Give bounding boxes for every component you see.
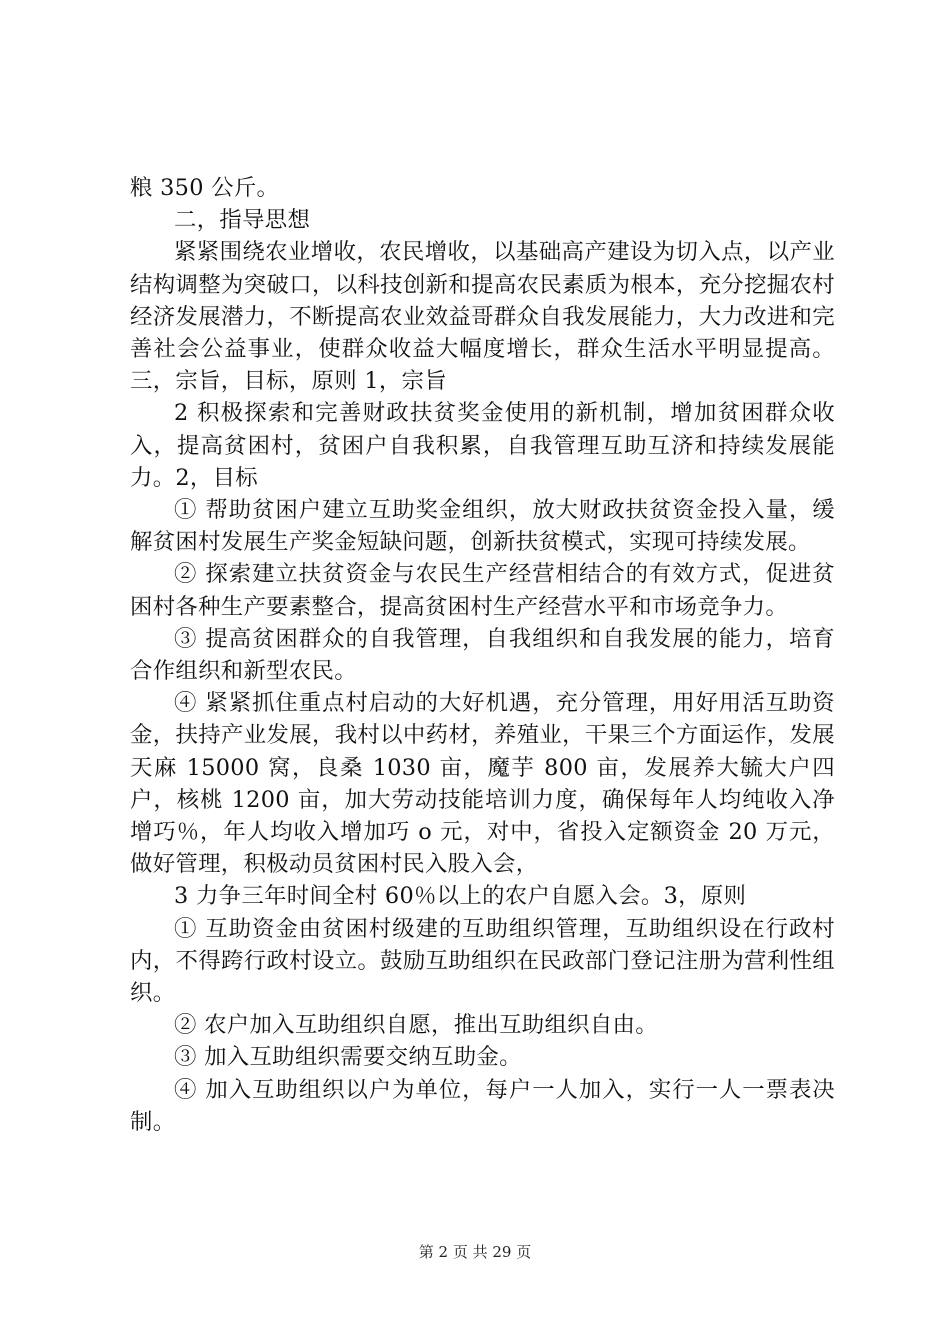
paragraph-4: 2 积极探索和完善财政扶贫奖金使用的新机制，增加贫困群众收入，提高贫困村，贫困户自我积累，自我管理互助互济和持续发展能力。2，目标 <box>130 400 835 491</box>
paragraph-11: ② 农户加入互助组织自愿，推出互助组织自由。 <box>174 1012 658 1039</box>
document-body <box>130 172 835 1138</box>
paragraph-10: ① 互助资金由贫困村级建的互助组织管理，互助组织设在行政村内，不得跨行政村设立。鼓励互助组织在民政部门登记注册为营利性组织。 <box>130 915 835 1007</box>
paragraph-9: 3 力争三年时间全村 60％以上的农户自愿入会。3，原则 <box>174 883 747 910</box>
paragraph-13: ④ 加入互助组织以户为单位，每户一人加入，实行一人一票表决制。 <box>130 1076 835 1135</box>
paragraph-5: ① 帮助贫困户建立互助奖金组织，放大财政扶贫资金投入量，缓解贫困村发展生产奖金短缺问题，创新扶贫模式，实现可持续发展。 <box>130 497 835 556</box>
paragraph-3: 紧紧围绕农业增收，农民增收，以基础高产建设为切入点，以产业结构调整为突破口，以科技创新和提高农民素质为根本，充分挖掘农村经济发展潜力，不断提高农业效益哥群众自我发展能力，大力改进和完善社会公益事业，使群众收益大幅度增长，群众生活水平明显提高。三，宗旨，目标，原则 1，宗旨 <box>130 239 835 395</box>
paragraph-12: ③ 加入互助组织需要交纳互助金。 <box>174 1044 522 1071</box>
page-number-footer: 第 2 页 共 29 页 <box>418 1243 532 1261</box>
paragraph-2-heading: 二，指导思想 <box>174 207 311 234</box>
paragraph-6: ② 探索建立扶贫资金与农民生产经营相结合的有效方式，促进贫困村各种生产要素整合，提高贫困村生产经营水平和市场竞争力。 <box>130 561 835 620</box>
paragraph-8: ④ 紧紧抓住重点村启动的大好机遇，充分管理，用好用活互助资金，扶持产业发展，我村以中药材，养殖业，干果三个方面运作，发展天麻 15000 窝，良桑 1030 亩，魔芋 800 亩，发展养大毓大户四户，核桃 1200 亩，加大劳动技能培训力度，确保每年人均纯收入净增巧％，年人均收入增加巧 o 元，对中，省投入定额资金 20 万元，做好管理，积极动员贫困村民入股入会， <box>130 690 835 878</box>
paragraph-1: 粮 350 公斤。 <box>130 175 280 201</box>
paragraph-7: ③ 提高贫困群众的自我管理，自我组织和自我发展的能力，培育合作组织和新型农民。 <box>130 625 835 685</box>
